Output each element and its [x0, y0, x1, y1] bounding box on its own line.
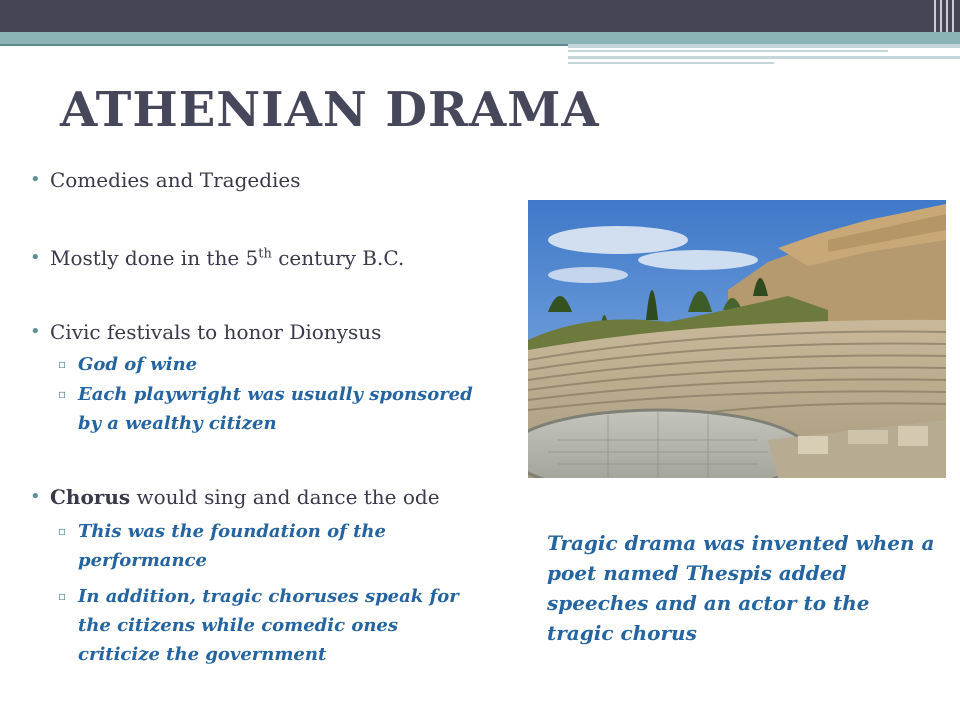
sub-bullet-marker-icon: ▫ [58, 524, 67, 538]
header-stripe [568, 56, 960, 59]
bullet-text [50, 485, 440, 509]
bullet-superscript: th [258, 246, 272, 262]
photo-caption: Tragic drama was invented when a poet named Thespis added speeches and an actor to the tragic chorus [547, 531, 935, 645]
header-rule [952, 0, 954, 32]
sub-bullet-text: This was the foundation of the performance [78, 521, 386, 571]
header-line [0, 44, 568, 46]
header-bar [0, 0, 960, 32]
sub-bullet-text: Each playwright was usually sponsored by a wealthy citizen [78, 384, 473, 434]
bullet-bold-text: Chorus [50, 485, 131, 509]
bullet-text-part: century B.C. [271, 246, 405, 270]
header-rule [940, 0, 942, 32]
header-stripe [568, 44, 960, 48]
theatre-photo [528, 200, 946, 478]
bullet-text [50, 246, 404, 270]
bullet-dot-icon: • [30, 486, 41, 507]
bullet-dot-icon: • [30, 321, 41, 342]
header-band [0, 32, 960, 44]
bullet-dot-icon: • [30, 247, 41, 268]
header-rule [946, 0, 948, 32]
header-stripe [568, 62, 774, 64]
bullet-text-part: Mostly done in the 5 [50, 246, 259, 270]
bullet-text: Civic festivals to honor Dionysus [50, 320, 382, 344]
sub-bullet-text: God of wine [78, 354, 198, 375]
header-rule [934, 0, 936, 32]
sub-bullet-text: In addition, tragic choruses speak for the citizens while comedic ones criticize the government [78, 586, 459, 665]
header-stripe [568, 50, 888, 52]
bullet-text: Comedies and Tragedies [50, 168, 301, 192]
sub-bullet-marker-icon: ▫ [58, 589, 67, 603]
slide-title: ATHENIAN DRAMA [60, 82, 600, 138]
sub-bullet-marker-icon: ▫ [58, 357, 67, 371]
bullet-dot-icon: • [30, 169, 41, 190]
bullet-text-part: would sing and dance the ode [130, 485, 440, 509]
sub-bullet-marker-icon: ▫ [58, 387, 67, 401]
